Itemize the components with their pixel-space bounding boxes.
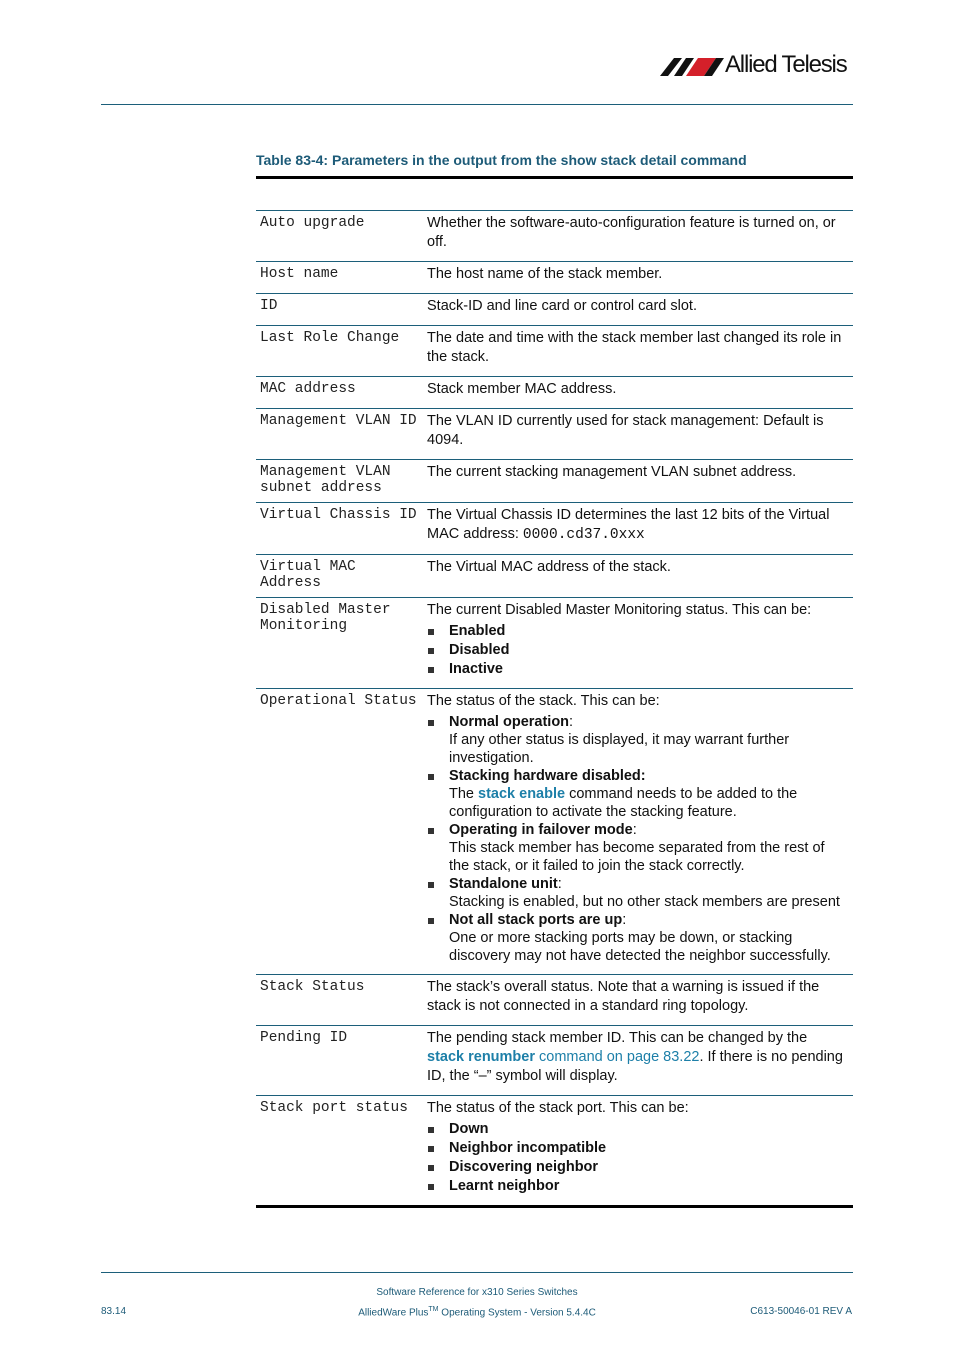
param-desc [423,1096,853,1206]
list-item: Enabled [427,622,847,641]
param-name: Host name [256,262,423,294]
list-item: Neighbor incompatible [427,1139,847,1158]
param-desc: The host name of the stack member. [423,262,853,294]
footer-product: AlliedWare Plus™ Operating System - Version 5.4.4C [358,1306,596,1319]
table-top-rule [256,176,853,179]
table-row [256,326,853,377]
param-name: Management VLAN ID [256,409,423,460]
list-item: Stacking hardware disabled: The stack enable command needs to be added to the configuration to activate the stacking feature. [427,767,847,821]
param-desc: The current stacking management VLAN subnet address. [423,460,853,503]
footer-title: Software Reference for x310 Series Switches [376,1287,578,1298]
footer-rule [101,1272,853,1273]
status-list [427,622,847,679]
stack-enable-link[interactable]: stack enable [478,786,566,802]
param-desc: The date and time with the stack member last changed its role in the stack. [423,326,853,377]
param-name: Virtual Chassis ID [256,503,423,555]
table-row [256,503,853,555]
list-item: Down [427,1120,847,1139]
param-desc-text: The Virtual Chassis ID determines the last 12 bits of the Virtual MAC address: [427,507,830,542]
logo-mark-icon [660,54,724,78]
list-item: Disabled [427,641,847,660]
param-desc-text: The current Disabled Master Monitoring status. This can be: [427,602,812,618]
document-id: C613-50046-01 REV A [750,1306,852,1317]
mac-code: 0000.cd37.0xxx [522,527,645,543]
allied-telesis-logo [660,50,855,82]
param-desc-text: The status of the stack. This can be: [427,693,660,709]
param-desc: Stack member MAC address. [423,377,853,409]
table-row [256,689,853,975]
list-item: Discovering neighbor [427,1158,847,1177]
list-item: Operating in failover mode: This stack member has become separated from the rest of the stack, or it failed to join the stack correctly. [427,821,847,875]
param-desc: The pending stack member ID. This can be changed by the stack renumber command on page 83.22. If there is no pending ID, the “–” symbol will display. [423,1026,853,1096]
param-desc: The Virtual MAC address of the stack. [423,555,853,598]
table-bottom-rule [256,1205,853,1208]
param-name: MAC address [256,377,423,409]
table-row [256,598,853,689]
param-desc: The stack’s overall status. Note that a warning is issued if the stack is not connected in a standard ring topology. [423,975,853,1026]
param-desc [423,598,853,689]
table-row [256,294,853,326]
param-name: Last Role Change [256,326,423,377]
list-item: Normal operation: If any other status is displayed, it may warrant further investigation. [427,713,847,767]
param-name: Virtual MAC Address [256,555,423,598]
param-name: Pending ID [256,1026,423,1096]
param-desc: Stack-ID and line card or control card slot. [423,294,853,326]
list-item: Standalone unit: Stacking is enabled, but no other stack members are present [427,875,847,911]
table-row [256,1096,853,1206]
list-item: Not all stack ports are up: One or more stacking ports may be down, or stacking discovery may not have detected the neighbor successfully. [427,911,847,965]
param-name: Stack Status [256,975,423,1026]
table-caption: Table 83-4: Parameters in the output from the show stack detail command [256,152,747,168]
page-number: 83.14 [101,1306,127,1317]
param-name: Stack port status [256,1096,423,1206]
param-name: Management VLAN subnet address [256,460,423,503]
table-row [256,460,853,503]
brand-name: Allied Telesis [725,51,847,78]
table-row [256,377,853,409]
table-row [256,211,853,262]
list-item: Learnt neighbor [427,1177,847,1196]
param-desc [423,689,853,975]
header-rule [101,104,853,105]
table-row [256,262,853,294]
param-name: Operational Status [256,689,423,975]
table-row [256,555,853,598]
table-row [256,975,853,1026]
status-list [427,713,847,965]
param-desc: Whether the software-auto-configuration feature is turned on, or off. [423,211,853,262]
param-desc [423,503,853,555]
param-name: Auto upgrade [256,211,423,262]
param-name: ID [256,294,423,326]
param-desc-text: The status of the stack port. This can be: [427,1100,689,1116]
table-row [256,1026,853,1096]
param-name: Disabled Master Monitoring [256,598,423,689]
param-desc: The VLAN ID currently used for stack management: Default is 4094. [423,409,853,460]
status-list [427,1120,847,1196]
list-item: Inactive [427,660,847,679]
table-row [256,409,853,460]
stack-renumber-link[interactable]: stack renumber command on page 83.22 [427,1049,700,1065]
parameters-table [256,210,853,1205]
